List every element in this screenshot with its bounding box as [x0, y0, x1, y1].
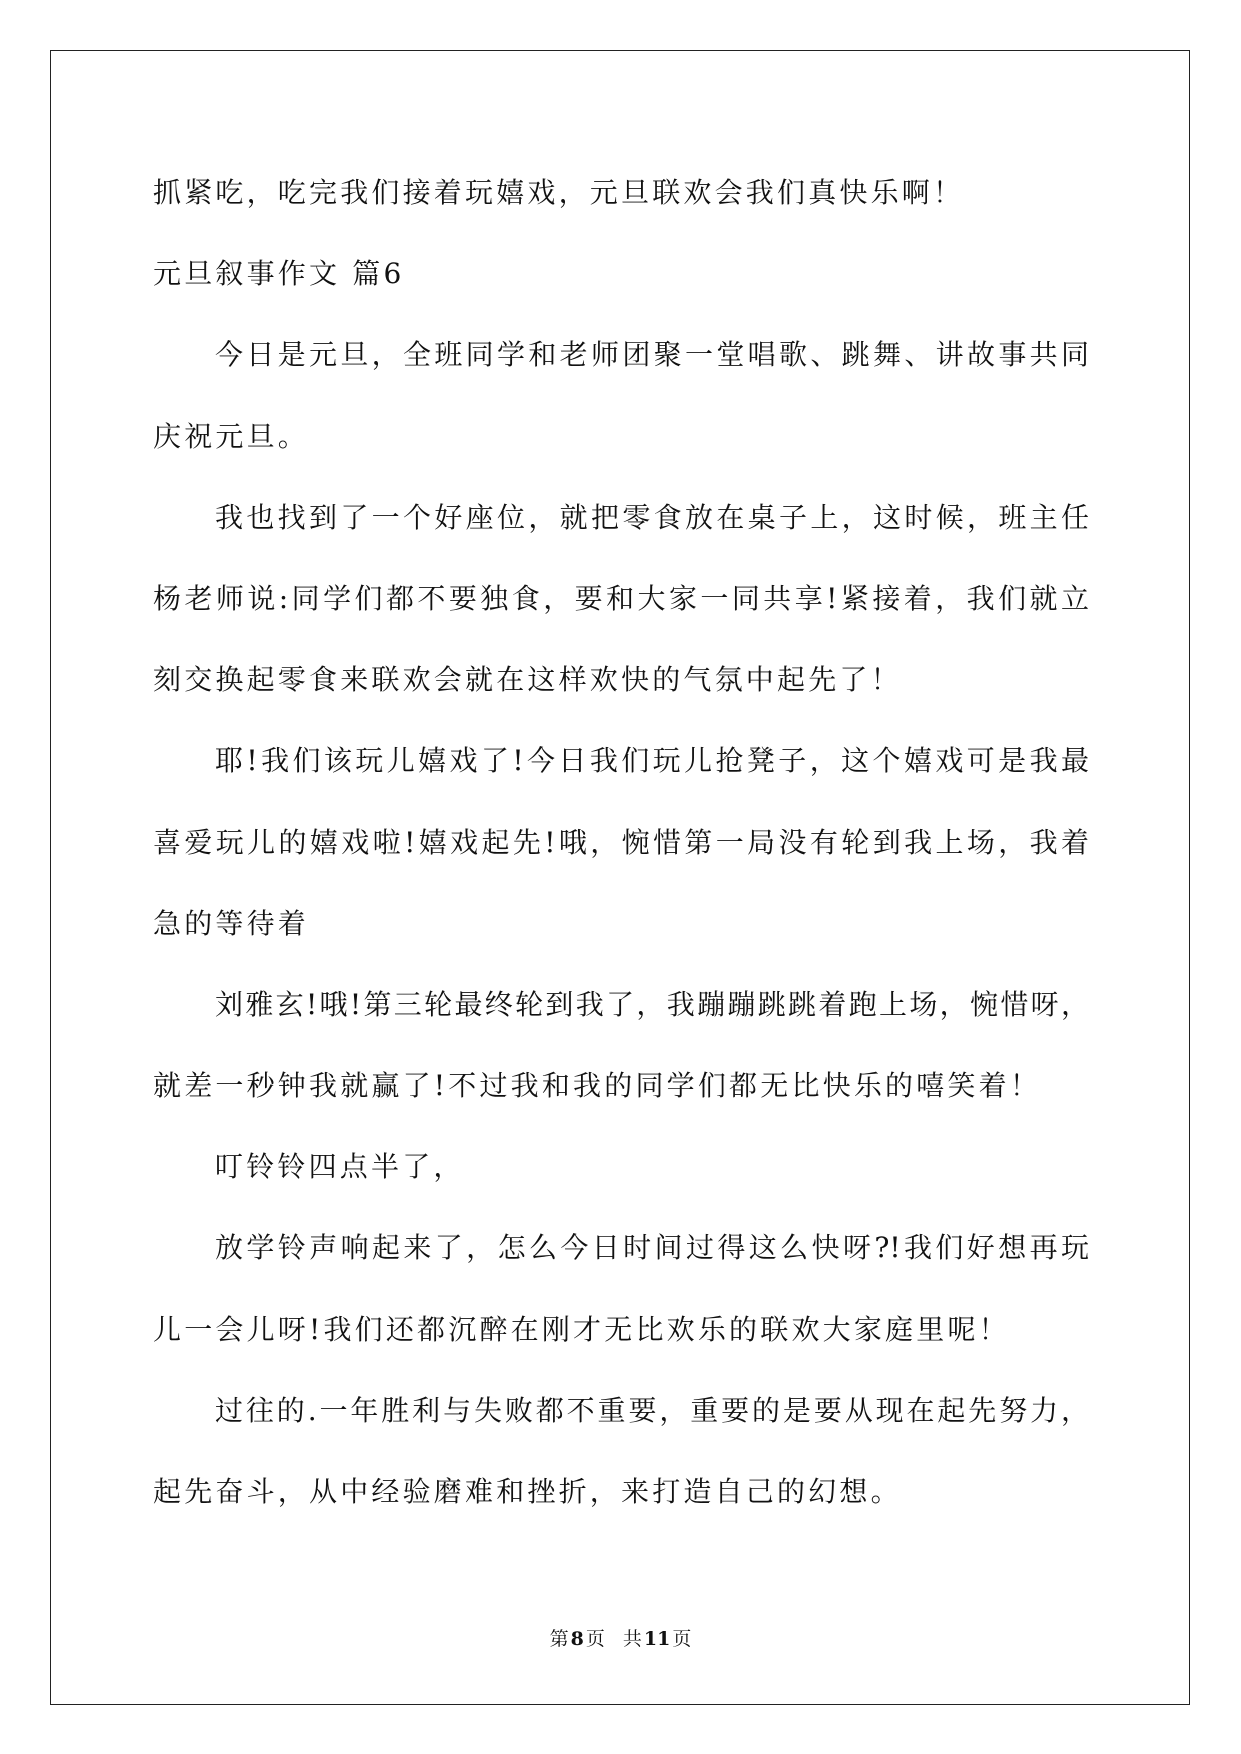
continued-text-line: 抓紧吃，吃完我们接着玩嬉戏，元旦联欢会我们真快乐啊！ [153, 176, 965, 209]
page-number: 8 [570, 1628, 584, 1650]
paragraph-line: 刘雅玄!哦!第三轮最终轮到我了，我蹦蹦跳跳着跑上场，惋惜呀， [215, 987, 1089, 1021]
paragraph [153, 1370, 1089, 1532]
paragraph-line: 喜爱玩儿的嬉戏啦!嬉戏起先!哦，惋惜第一局没有轮到我上场，我着 [153, 825, 1089, 859]
paragraph [153, 1126, 1089, 1207]
paragraph-line: 过往的.一年胜利与失败都不重要，重要的是要从现在起先努力， [215, 1393, 1089, 1427]
paragraph-line: 刻交换起零食来联欢会就在这样欢快的气氛中起先了！ [153, 663, 902, 697]
paragraph [153, 720, 1089, 964]
total-suffix: 页 [672, 1628, 692, 1650]
paragraph [153, 1207, 1089, 1369]
page-number-label [550, 1628, 605, 1650]
total-pages-label [623, 1628, 691, 1650]
paragraph [153, 314, 1089, 476]
document-body [153, 152, 1089, 1532]
total-pages: 11 [643, 1628, 671, 1650]
paragraph-line: 就差一秒钟我就赢了!不过我和我的同学们都无比快乐的嘻笑着！ [153, 1069, 1042, 1103]
paragraph [153, 477, 1089, 721]
section-heading: 元旦叙事作文 篇6 [153, 257, 405, 291]
paragraph-line: 急的等待着 [153, 906, 310, 940]
paragraph-line: 耶!我们该玩儿嬉戏了!今日我们玩儿抢凳子，这个嬉戏可是我最 [215, 744, 1089, 778]
page-suffix: 页 [585, 1628, 605, 1650]
paragraph-line: 儿一会儿呀!我们还都沉醉在刚才无比欢乐的联欢大家庭里呢！ [153, 1312, 1010, 1346]
total-prefix: 共 [622, 1628, 642, 1650]
paragraph-line: 庆祝元旦。 [153, 419, 310, 453]
page-footer [0, 1627, 1241, 1651]
paragraph-line: 放学铃声响起来了，怎么今日时间过得这么快呀?!我们好想再玩 [215, 1231, 1089, 1265]
paragraph-line: 今日是元旦，全班同学和老师团聚一堂唱歌、跳舞、讲故事共同 [215, 338, 1089, 372]
page-prefix: 第 [549, 1628, 569, 1650]
paragraph-line: 我也找到了一个好座位，就把零食放在桌子上，这时候，班主任 [215, 500, 1089, 534]
paragraph-line: 叮铃铃四点半了， [215, 1150, 465, 1184]
paragraph [153, 964, 1089, 1126]
paragraph-line: 起先奋斗，从中经验磨难和挫折，来打造自己的幻想。 [153, 1475, 902, 1508]
paragraph-line: 杨老师说:同学们都不要独食，要和大家一同共享!紧接着，我们就立 [153, 581, 1089, 615]
